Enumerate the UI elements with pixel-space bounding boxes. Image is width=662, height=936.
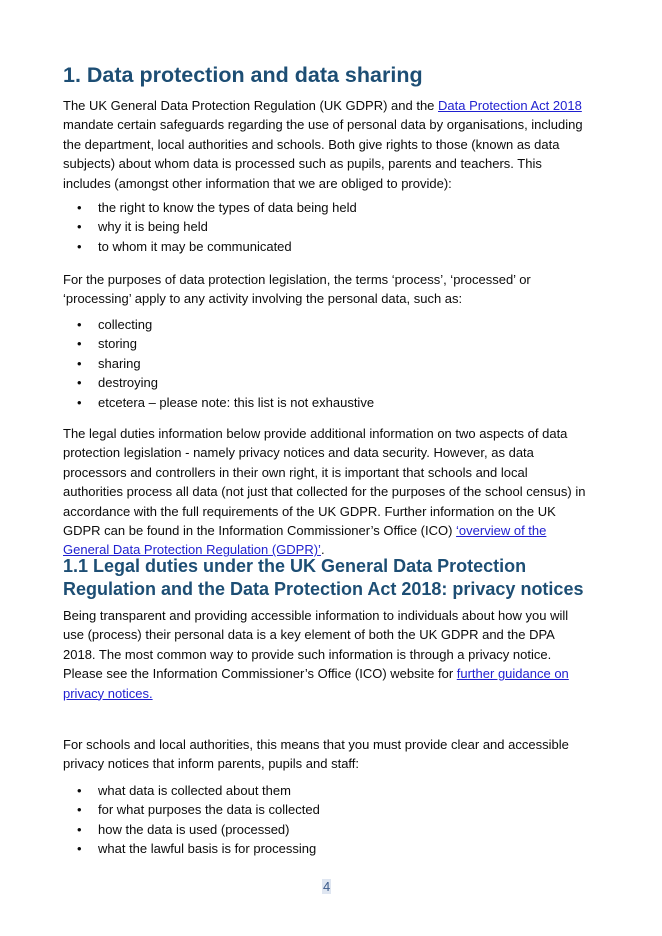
list-item: • what the lawful basis is for processing (63, 839, 589, 858)
transparency-paragraph (63, 606, 589, 703)
rights-list (63, 198, 589, 256)
list-item: • sharing (63, 354, 589, 373)
list-item: • what data is collected about them (63, 781, 589, 800)
list-item: • destroying (63, 373, 589, 392)
processing-paragraph: For the purposes of data protection legislation, the terms ‘process’, ‘processed’ or ‘processing’ apply to any activity involving the personal data, such as: (63, 272, 531, 307)
list-item: • collecting (63, 315, 589, 334)
processing-list (63, 315, 589, 412)
schools-paragraph: For schools and local authorities, this means that you must provide clear and accessible privacy notices that inform parents, pupils and staff: (63, 737, 569, 772)
subsection-heading: 1.1 Legal duties under the UK General Data Protection Regulation and the Data Protection Act 2018: privacy notices (63, 556, 584, 599)
page-number: 4 (323, 879, 331, 894)
text: The UK General Data Protection Regulation (UK GDPR) and the (63, 98, 439, 113)
list-item: • the right to know the types of data being held (63, 198, 589, 217)
privacy-notices-guidance-link[interactable]: further guidance on privacy notices. (63, 666, 569, 701)
text: The legal duties information below provide additional information on two aspects of data protection legislation - namely privacy notices and data security. However, as data processors and controllers in their own right, it is important that schools and local authorities process all data (not just that collected for the purposes of the school census) in accordance with the full requirements of the UK GDPR. Further information on the UK GDPR can be found in the Information Commissioner’s Office (ICO) (63, 426, 586, 539)
list-item: • storing (63, 334, 589, 353)
list-item: • how the data is used (processed) (63, 820, 589, 839)
list-item: • to whom it may be communicated (63, 237, 589, 256)
privacy-notice-list (63, 781, 589, 859)
list-item: • for what purposes the data is collected (63, 800, 589, 819)
list-item: • why it is being held (63, 217, 589, 236)
list-item: • etcetera – please note: this list is not exhaustive (63, 393, 589, 412)
gdpr-overview-link[interactable]: ‘overview of the General Data Protection Regulation (GDPR)’ (63, 523, 547, 558)
data-protection-act-link[interactable]: Data Protection Act 2018 (438, 98, 582, 113)
intro-paragraph (63, 96, 589, 193)
text: mandate certain safeguards regarding the use of personal data by organisations, including the department, local authorities and schools. Both give rights to those (known as data subjects) about whom data is processed such as pupils, parents and teachers. This includes (amongst other information that we are obliged to provide): (63, 117, 583, 191)
text: Being transparent and providing accessible information to individuals about how you will use (process) their personal data is a key element of both the UK GDPR and the DPA 2018. The most common way to provide such information is through a privacy notice. Please see the Information Commissioner’s Office (ICO) website for (63, 608, 569, 682)
text: . (320, 542, 325, 558)
section-heading: 1. Data protection and data sharing (63, 63, 423, 87)
legal-duties-paragraph (63, 424, 589, 560)
